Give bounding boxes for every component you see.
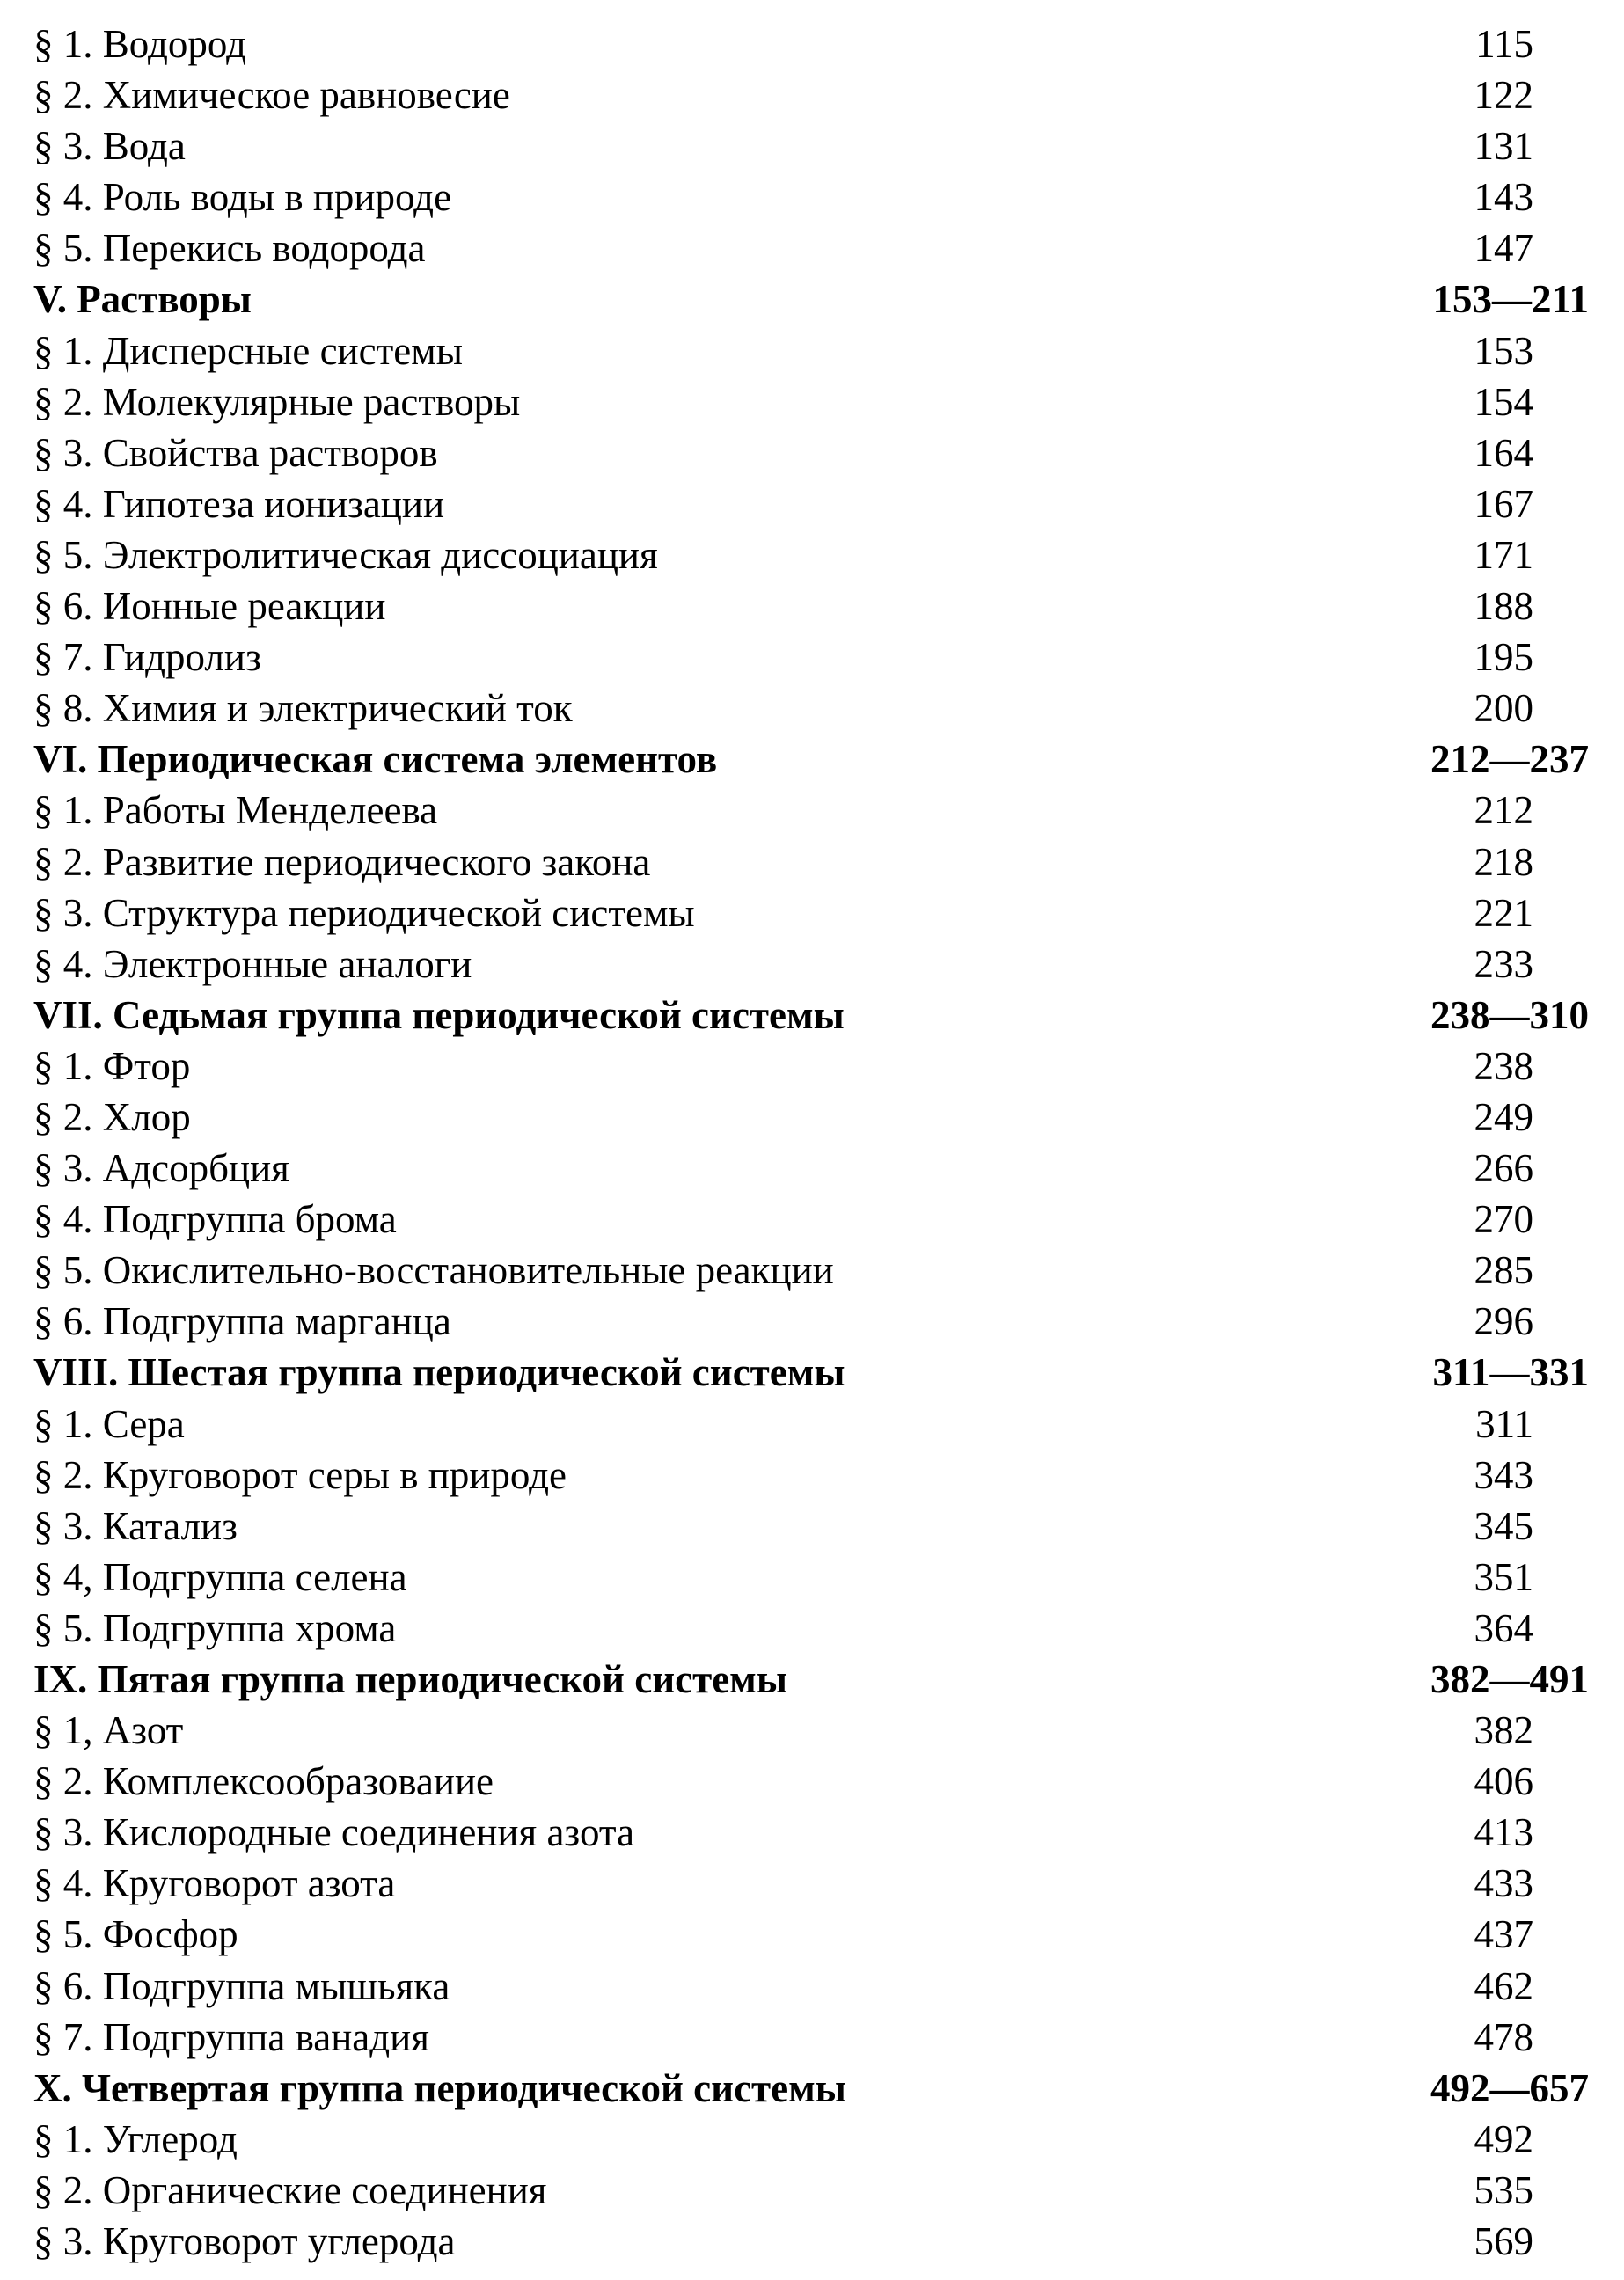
toc-entry-title: § 1. Углерод xyxy=(33,2116,238,2161)
toc-entry-page: 492—657 xyxy=(1430,2065,1589,2110)
toc-entry-page: 153 xyxy=(1474,328,1533,373)
toc-entry-page: 238 xyxy=(1474,1043,1533,1088)
toc-entry-page: 311 xyxy=(1475,1401,1533,1446)
toc-section-entry xyxy=(33,325,1589,376)
toc-entry-title: § 6. Подгруппа марганца xyxy=(33,1299,451,1344)
toc-entry-page: 266 xyxy=(1474,1146,1533,1191)
toc-section-entry xyxy=(33,1092,1589,1143)
toc-entry-title: § 7. Подгруппа ванадия xyxy=(33,2014,429,2059)
toc-entry-page: 212 xyxy=(1474,788,1533,833)
toc-section-entry xyxy=(33,1296,1589,1347)
toc-entry-title: § 4. Подгруппа брома xyxy=(33,1197,397,1242)
toc-section-entry xyxy=(33,1858,1589,1909)
toc-entry-page: 433 xyxy=(1474,1861,1533,1906)
toc-entry-page: 437 xyxy=(1474,1912,1533,1957)
toc-section-entry xyxy=(33,1041,1589,1092)
toc-entry-page: 478 xyxy=(1474,2014,1533,2059)
toc-entry-page: 131 xyxy=(1474,124,1533,169)
toc-entry-title: § 1. Дисперсные системы xyxy=(33,328,463,373)
toc-section-entry xyxy=(33,1603,1589,1654)
toc-section-entry xyxy=(33,888,1589,939)
toc-section-entry xyxy=(33,581,1589,632)
toc-entry-page: 115 xyxy=(1475,22,1533,66)
toc-entry-page: 343 xyxy=(1474,1452,1533,1497)
toc-entry-title: § 3. Структура периодической системы xyxy=(33,890,695,935)
toc-entry-title: § 1. Работы Менделеева xyxy=(33,788,438,833)
toc-section-entry xyxy=(33,1450,1589,1501)
toc-entry-page: 188 xyxy=(1474,584,1533,629)
toc-entry-title: § 2. Комплексообразоваиие xyxy=(33,1759,494,1804)
toc-entry-title: VII. Седьмая группа периодической системы xyxy=(33,992,845,1037)
toc-entry-title: § 2. Органические соединения xyxy=(33,2167,547,2212)
toc-entry-page: 249 xyxy=(1474,1094,1533,1139)
toc-entry-title: § 7. Гидролиз xyxy=(33,635,261,680)
toc-section-entry xyxy=(33,2165,1589,2216)
toc-entry-title: § 2. Молекулярные растворы xyxy=(33,379,521,424)
toc-entry-page: 122 xyxy=(1474,73,1533,118)
table-of-contents xyxy=(33,18,1589,2267)
toc-section-entry xyxy=(33,939,1589,990)
toc-section-entry xyxy=(33,1399,1589,1450)
toc-entry-title: § 1. Сера xyxy=(33,1401,185,1446)
toc-section-entry xyxy=(33,785,1589,836)
toc-entry-title: § 4. Электронные аналоги xyxy=(33,941,472,986)
toc-entry-title: VIII. Шестая группа периодической системы xyxy=(33,1350,845,1395)
toc-entry-page: 569 xyxy=(1474,2219,1533,2264)
toc-section-entry xyxy=(33,1501,1589,1552)
toc-chapter-heading xyxy=(33,274,1589,325)
toc-entry-page: 221 xyxy=(1474,890,1533,935)
toc-section-entry xyxy=(33,2216,1589,2267)
toc-section-entry xyxy=(33,18,1589,69)
toc-entry-title: § 5. Электролитическая диссоциация xyxy=(33,532,658,577)
toc-section-entry xyxy=(33,69,1589,121)
toc-entry-title: § 3. Вода xyxy=(33,124,186,169)
toc-section-entry xyxy=(33,121,1589,172)
toc-entry-title: § 5. Окислительно-восстановительные реакции xyxy=(33,1248,834,1293)
toc-section-entry xyxy=(33,1756,1589,1807)
toc-section-entry xyxy=(33,1194,1589,1245)
toc-entry-title: § 4. Круговорот азота xyxy=(33,1861,396,1906)
toc-section-entry xyxy=(33,683,1589,734)
toc-section-entry xyxy=(33,1552,1589,1603)
toc-entry-title: X. Четвертая группа периодической системы xyxy=(33,2065,846,2110)
toc-entry-page: 233 xyxy=(1474,941,1533,986)
toc-entry-title: § 6. Подгруппа мышьяка xyxy=(33,1963,450,2008)
toc-entry-title: § 5. Подгруппа хрома xyxy=(33,1605,397,1650)
toc-chapter-heading xyxy=(33,2063,1589,2114)
toc-section-entry xyxy=(33,530,1589,581)
toc-section-entry xyxy=(33,479,1589,530)
toc-entry-title: § 4. Роль воды в природе xyxy=(33,175,452,220)
toc-entry-title: § 6. Ионные реакции xyxy=(33,584,386,629)
toc-entry-title: § 5. Перекись водорода xyxy=(33,226,426,271)
toc-entry-title: § 2. Химическое равновесие xyxy=(33,73,510,118)
toc-section-entry xyxy=(33,2114,1589,2165)
toc-section-entry xyxy=(33,1961,1589,2012)
toc-entry-page: 535 xyxy=(1474,2167,1533,2212)
toc-entry-page: 406 xyxy=(1474,1759,1533,1804)
toc-entry-title: § 2. Развитие периодического закона xyxy=(33,839,651,884)
toc-entry-title: § 3. Катализ xyxy=(33,1503,238,1548)
toc-entry-title: § 4. Гипотеза ионизации xyxy=(33,481,445,526)
toc-entry-title: VI. Периодическая система элементов xyxy=(33,737,718,782)
toc-entry-title: § 3. Кислородные соединения азота xyxy=(33,1810,635,1855)
toc-entry-page: 238—310 xyxy=(1430,992,1589,1037)
toc-section-entry xyxy=(33,223,1589,274)
toc-entry-page: 153—211 xyxy=(1432,277,1589,322)
toc-chapter-heading xyxy=(33,1347,1589,1398)
toc-chapter-heading xyxy=(33,990,1589,1041)
toc-entry-page: 212—237 xyxy=(1430,737,1589,782)
toc-entry-page: 171 xyxy=(1474,532,1533,577)
toc-entry-title: § 1. Водород xyxy=(33,22,246,66)
toc-section-entry xyxy=(33,837,1589,888)
toc-entry-title: § 8. Химия и электрический ток xyxy=(33,686,573,731)
toc-entry-page: 462 xyxy=(1474,1963,1533,2008)
toc-entry-title: § 3. Адсорбция xyxy=(33,1146,289,1191)
toc-section-entry xyxy=(33,376,1589,428)
toc-entry-page: 382 xyxy=(1474,1708,1533,1753)
toc-entry-page: 382—491 xyxy=(1430,1657,1589,1701)
toc-entry-page: 195 xyxy=(1474,635,1533,680)
toc-entry-title: § 2. Хлор xyxy=(33,1094,191,1139)
toc-section-entry xyxy=(33,1807,1589,1858)
toc-entry-title: § 1. Фтор xyxy=(33,1043,191,1088)
toc-entry-page: 345 xyxy=(1474,1503,1533,1548)
toc-entry-title: § 5. Фосфор xyxy=(33,1912,238,1957)
toc-entry-page: 154 xyxy=(1474,379,1533,424)
toc-entry-title: § 3. Свойства растворов xyxy=(33,430,438,475)
toc-entry-title: V. Растворы xyxy=(33,277,252,322)
toc-entry-page: 270 xyxy=(1474,1197,1533,1242)
toc-entry-title: § 3. Круговорот углерода xyxy=(33,2219,456,2264)
toc-section-entry xyxy=(33,428,1589,479)
toc-entry-page: 492 xyxy=(1474,2116,1533,2161)
toc-section-entry xyxy=(33,1705,1589,1756)
toc-section-entry xyxy=(33,1245,1589,1296)
toc-entry-title: IX. Пятая группа периодической системы xyxy=(33,1657,787,1701)
toc-section-entry xyxy=(33,172,1589,223)
toc-chapter-heading xyxy=(33,1654,1589,1705)
toc-chapter-heading xyxy=(33,734,1589,785)
toc-section-entry xyxy=(33,1143,1589,1194)
toc-entry-page: 285 xyxy=(1474,1248,1533,1293)
toc-entry-page: 200 xyxy=(1474,686,1533,731)
toc-entry-page: 364 xyxy=(1474,1605,1533,1650)
toc-entry-page: 413 xyxy=(1474,1810,1533,1855)
toc-section-entry xyxy=(33,1909,1589,1960)
toc-entry-page: 164 xyxy=(1474,430,1533,475)
toc-entry-title: § 2. Круговорот серы в природе xyxy=(33,1452,567,1497)
toc-entry-page: 167 xyxy=(1474,481,1533,526)
toc-entry-page: 143 xyxy=(1474,175,1533,220)
toc-entry-title: § 4, Подгруппа селена xyxy=(33,1554,407,1599)
toc-entry-page: 351 xyxy=(1474,1554,1533,1599)
toc-entry-page: 147 xyxy=(1474,226,1533,271)
toc-section-entry xyxy=(33,632,1589,683)
toc-entry-title: § 1, Азот xyxy=(33,1708,184,1753)
toc-entry-page: 218 xyxy=(1474,839,1533,884)
toc-section-entry xyxy=(33,2012,1589,2063)
toc-entry-page: 311—331 xyxy=(1432,1350,1589,1395)
toc-entry-page: 296 xyxy=(1474,1299,1533,1344)
